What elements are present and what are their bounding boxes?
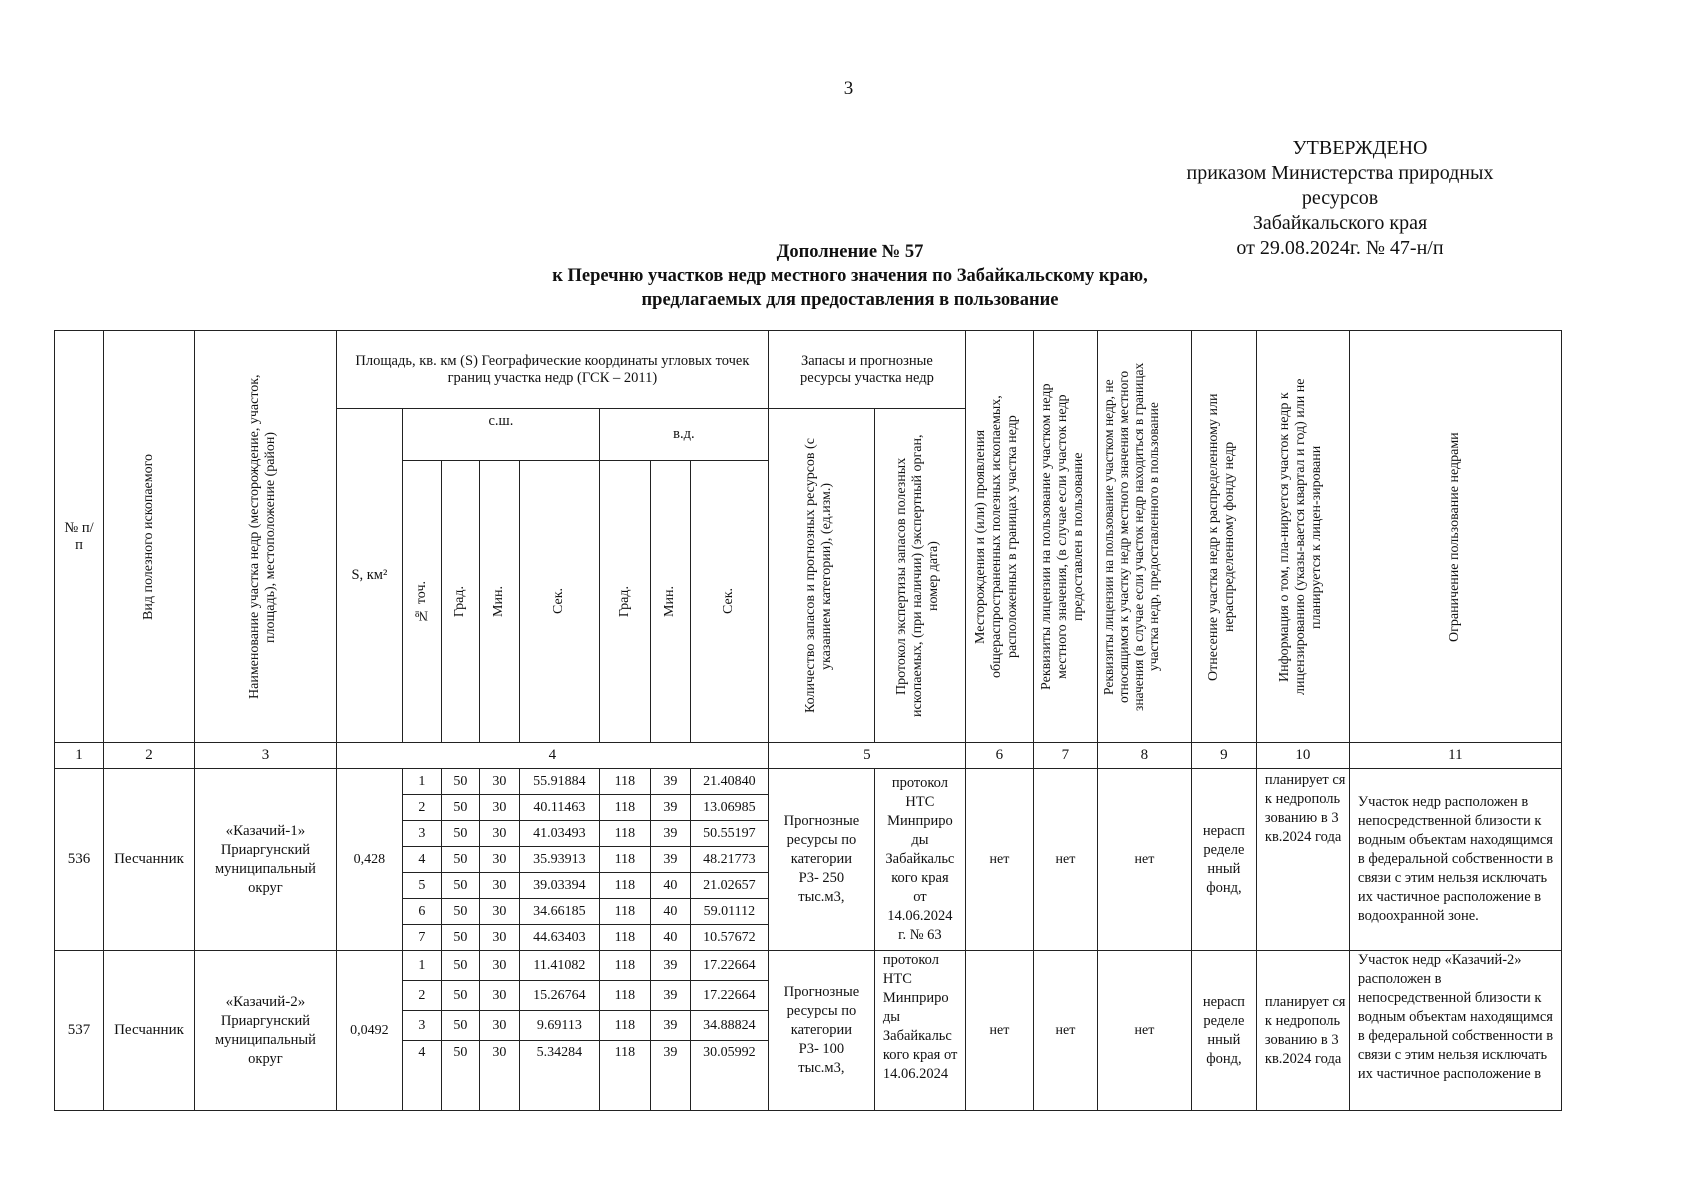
lat-deg: 50 xyxy=(441,981,479,1011)
point-number: 3 xyxy=(402,1011,441,1041)
lon-deg: 118 xyxy=(599,795,650,821)
usage-restriction: Участок недр «Казачий-2» расположен в непосредственной близости к водным объектам находящимся в федеральной собственности в связи с этим нельзя исключать их частичное расположение в xyxy=(1349,951,1561,1111)
lat-min: 30 xyxy=(479,981,519,1011)
lon-sec: 30.05992 xyxy=(690,1041,768,1111)
lat-sec: 15.26764 xyxy=(519,981,599,1011)
header-cell-col4-group: Площадь, кв. км (S) Географические координаты угловых точек границ участка недр (ГСК – 2011) xyxy=(336,331,768,409)
title-line-3: предлагаемых для предоставления в пользование xyxy=(641,290,1059,310)
plot-area: 0,0492 xyxy=(336,951,402,1111)
lat-sec: 34.66185 xyxy=(519,899,599,925)
licensing-plan: планирует ся к недрополь зованию в 3 кв.2024 года xyxy=(1256,769,1349,951)
lat-sec: 55.91884 xyxy=(519,769,599,795)
header-cell-col6: Месторождения и (или) проявления общераспространенных полезных ископаемых, расположенных в границах участка недр xyxy=(965,331,1033,743)
lon-sec: 48.21773 xyxy=(690,847,768,873)
header-cell-lon-deg: Град. xyxy=(599,461,650,743)
lat-min: 30 xyxy=(479,1011,519,1041)
header-cell-point-no: № точ. xyxy=(402,461,441,743)
mineral-type: Песчанник xyxy=(104,951,195,1111)
header-cell-north-lat: с.ш. xyxy=(402,409,599,461)
reserves-quantity: Прогнозные ресурсы по категории Р3- 100 тыс.м3, xyxy=(768,951,874,1111)
license-local-value: нет xyxy=(1033,769,1097,951)
column-number: 8 xyxy=(1097,743,1191,769)
license-local-value: нет xyxy=(1033,951,1097,1111)
column-number: 5 xyxy=(768,743,965,769)
lat-deg: 50 xyxy=(441,1041,479,1111)
expertise-protocol: протокол НТС Минприро ды Забайкальс кого края от 14.06.2024 г. № 63 xyxy=(874,769,965,951)
lon-sec: 17.22664 xyxy=(690,981,768,1011)
table-row xyxy=(55,769,1562,795)
deposits-value: нет xyxy=(965,951,1033,1111)
header-cell-col7: Реквизиты лицензии на пользование участком недр местного значения, (в случае если участок недр предоставлен в пользование xyxy=(1033,331,1097,743)
point-number: 1 xyxy=(402,951,441,981)
lon-min: 39 xyxy=(650,951,690,981)
fund-status: нерасп ределе нный фонд, xyxy=(1191,951,1256,1111)
lon-deg: 118 xyxy=(599,847,650,873)
lon-min: 39 xyxy=(650,769,690,795)
lat-min: 30 xyxy=(479,795,519,821)
column-number: 3 xyxy=(195,743,337,769)
lat-deg: 50 xyxy=(441,925,479,951)
reserves-quantity: Прогнозные ресурсы по категории Р3- 250 тыс.м3, xyxy=(768,769,874,951)
lon-deg: 118 xyxy=(599,1011,650,1041)
lat-sec: 41.03493 xyxy=(519,821,599,847)
record-number: 536 xyxy=(55,769,104,951)
lon-min: 39 xyxy=(650,981,690,1011)
column-number: 10 xyxy=(1256,743,1349,769)
lat-deg: 50 xyxy=(441,951,479,981)
point-number: 3 xyxy=(402,821,441,847)
lon-sec: 21.40840 xyxy=(690,769,768,795)
column-number: 11 xyxy=(1349,743,1561,769)
column-number: 4 xyxy=(336,743,768,769)
point-number: 2 xyxy=(402,795,441,821)
title-line-2: к Перечню участков недр местного значения по Забайкальскому краю, xyxy=(552,266,1148,286)
lon-sec: 10.57672 xyxy=(690,925,768,951)
approval-order-line: приказом Министерства природных ресурсов xyxy=(1186,162,1494,209)
lon-min: 40 xyxy=(650,899,690,925)
mineral-type: Песчанник xyxy=(104,769,195,951)
lon-sec: 50.55197 xyxy=(690,821,768,847)
lon-min: 40 xyxy=(650,925,690,951)
header-cell-col5-group: Запасы и прогнозные ресурсы участка недр xyxy=(768,331,965,409)
header-cell-col1: № п/п xyxy=(55,331,104,743)
licensing-plan: планирует ся к недрополь зованию в 3 кв.2024 года xyxy=(1256,951,1349,1111)
header-cell-area: S, км² xyxy=(336,409,402,743)
page-number: 3 xyxy=(843,78,854,99)
header-cell-lat-min: Мин. xyxy=(479,461,519,743)
approval-region-line: Забайкальского края xyxy=(1252,212,1428,234)
lon-sec: 13.06985 xyxy=(690,795,768,821)
point-number: 1 xyxy=(402,769,441,795)
header-cell-lat-sec: Сек. xyxy=(519,461,599,743)
header-cell-lat-deg: Град. xyxy=(441,461,479,743)
lat-min: 30 xyxy=(479,873,519,899)
lon-deg: 118 xyxy=(599,821,650,847)
lon-sec: 21.02657 xyxy=(690,873,768,899)
header-cell-col10: Информация о том, пла-нируется участок недр к лицензированию (указы-вается квартал и год) или не планируется к лицен-зировани xyxy=(1256,331,1349,743)
point-number: 4 xyxy=(402,847,441,873)
record-number: 537 xyxy=(55,951,104,1111)
header-row-1 xyxy=(55,331,1562,409)
title-line-1: Дополнение № 57 xyxy=(776,242,924,262)
lat-sec: 5.34284 xyxy=(519,1041,599,1111)
header-cell-east-lon: в.д. xyxy=(599,409,768,461)
expertise-protocol: протокол НТС Минприро ды Забайкальс кого края от 14.06.2024 xyxy=(874,951,965,1111)
header-cell-lon-sec: Сек. xyxy=(690,461,768,743)
header-cell-col11: Ограничение пользование недрами xyxy=(1349,331,1561,743)
lat-sec: 9.69113 xyxy=(519,1011,599,1041)
lon-min: 39 xyxy=(650,795,690,821)
lon-deg: 118 xyxy=(599,925,650,951)
header-cell-col2: Вид полезного ископаемого xyxy=(104,331,195,743)
column-number: 2 xyxy=(104,743,195,769)
lat-deg: 50 xyxy=(441,899,479,925)
lat-min: 30 xyxy=(479,899,519,925)
lon-deg: 118 xyxy=(599,873,650,899)
usage-restriction: Участок недр расположен в непосредственной близости к водным объектам находящимся в федеральной собственности в связи с этим нельзя исключать их частичное расположение в водоохранной зоне. xyxy=(1349,769,1561,951)
header-cell-col5b: Протокол экспертизы запасов полезных ископаемых, (при наличии) (экспертный орган, номер дата) xyxy=(874,409,965,743)
lat-deg: 50 xyxy=(441,795,479,821)
lat-deg: 50 xyxy=(441,769,479,795)
point-number: 7 xyxy=(402,925,441,951)
plot-area: 0,428 xyxy=(336,769,402,951)
lon-deg: 118 xyxy=(599,769,650,795)
point-number: 4 xyxy=(402,1041,441,1111)
lat-min: 30 xyxy=(479,847,519,873)
header-cell-col5a: Количество запасов и прогнозных ресурсов (с указанием категории), (ед.изм.) xyxy=(768,409,874,743)
header-cell-col9: Отнесение участка недр к распределенному или нераспределенному фонду недр xyxy=(1191,331,1256,743)
approval-heading: УТВЕРЖДЕНО xyxy=(1292,137,1428,159)
lon-min: 39 xyxy=(650,1041,690,1111)
document-title xyxy=(400,240,1300,312)
lon-min: 39 xyxy=(650,847,690,873)
plot-location: Приаргунский муниципальный округ xyxy=(215,1012,316,1067)
lat-min: 30 xyxy=(479,925,519,951)
column-number-row xyxy=(55,743,1562,769)
lon-deg: 118 xyxy=(599,951,650,981)
lon-min: 40 xyxy=(650,873,690,899)
lon-min: 39 xyxy=(650,821,690,847)
lon-sec: 17.22664 xyxy=(690,951,768,981)
point-number: 6 xyxy=(402,899,441,925)
column-number: 6 xyxy=(965,743,1033,769)
subsoil-plots-table xyxy=(54,330,1562,1111)
point-number: 2 xyxy=(402,981,441,1011)
lon-min: 39 xyxy=(650,1011,690,1041)
lat-sec: 44.63403 xyxy=(519,925,599,951)
lon-deg: 118 xyxy=(599,899,650,925)
header-cell-lon-min: Мин. xyxy=(650,461,690,743)
column-number: 9 xyxy=(1191,743,1256,769)
table-row xyxy=(55,951,1562,981)
column-number: 7 xyxy=(1033,743,1097,769)
lat-min: 30 xyxy=(479,769,519,795)
lat-min: 30 xyxy=(479,1041,519,1111)
lat-min: 30 xyxy=(479,951,519,981)
lat-deg: 50 xyxy=(441,821,479,847)
lon-sec: 59.01112 xyxy=(690,899,768,925)
plot-title: «Казачий-1» xyxy=(225,822,306,839)
lat-sec: 40.11463 xyxy=(519,795,599,821)
header-cell-col8: Реквизиты лицензии на пользование участком недр, не относящимся к участку недр местного значения местного значения (в случае если участок недр находиться в границах участка недр, предоставленного в пользование xyxy=(1097,331,1191,743)
lat-sec: 11.41082 xyxy=(519,951,599,981)
deposits-value: нет xyxy=(965,769,1033,951)
lon-sec: 34.88824 xyxy=(690,1011,768,1041)
header-cell-col3: Наименование участка недр (месторождение, участок, площадь), местоположение (район) xyxy=(195,331,337,743)
point-number: 5 xyxy=(402,873,441,899)
lon-deg: 118 xyxy=(599,981,650,1011)
license-other-value: нет xyxy=(1097,769,1191,951)
lat-sec: 39.03394 xyxy=(519,873,599,899)
lat-deg: 50 xyxy=(441,847,479,873)
plot-name xyxy=(195,769,337,951)
column-number: 1 xyxy=(55,743,104,769)
lat-deg: 50 xyxy=(441,1011,479,1041)
plot-title: «Казачий-2» xyxy=(225,993,306,1010)
lat-deg: 50 xyxy=(441,873,479,899)
approval-date-line: от 29.08.2024г. № 47-н/п xyxy=(1236,237,1444,259)
plot-name xyxy=(195,951,337,1111)
lat-min: 30 xyxy=(479,821,519,847)
fund-status: нерасп ределе нный фонд, xyxy=(1191,769,1256,951)
plot-location: Приаргунский муниципальный округ xyxy=(215,841,316,896)
lat-sec: 35.93913 xyxy=(519,847,599,873)
lon-deg: 118 xyxy=(599,1041,650,1111)
license-other-value: нет xyxy=(1097,951,1191,1111)
